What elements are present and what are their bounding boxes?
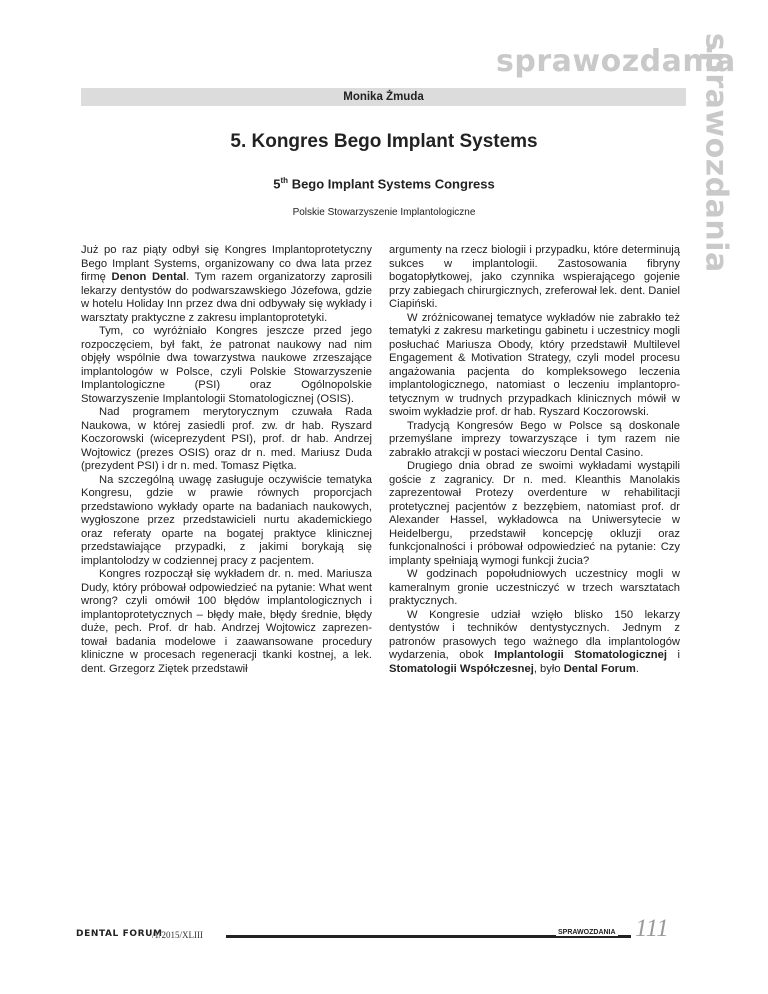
paragraph-text: , było xyxy=(533,662,564,675)
paragraph: Kongres rozpoczął się wykładem dr. n. med. Mariusza Dudy, który próbował odpowiedzieć na pytanie: What went wrong? czyli omówił 100 błędów implantologicznych i implantoprotetycznych – błędy małe, błędy średnie, błędy duże, pech. Prof. dr hab. Andrzej Wojtowicz zaprezentował badania modelowe i zaawansowane procedury kliniczne w procesach regeneracji tkanki kostnej, a lek. dent. Grzegorz Ziętek przedstawił xyxy=(81,568,372,675)
paragraph-text: . xyxy=(635,662,639,675)
company-name: Denon Dental xyxy=(111,271,187,283)
page-number: 111 xyxy=(635,915,669,942)
paragraph: Nad programem merytorycznym czuwała Rada Naukowa, w której zasiedli prof. zw. dr hab. Ryszard Koczorowski (wiceprezydent PSI), prof. dr hab. Andrzej Wojtowicz (prezes OSIS) oraz dr n. med. Mariusz Duda (prezydent PSI) i dr n. med. Tomasz Piętka. xyxy=(81,406,372,472)
section-side-label-box xyxy=(693,33,739,273)
paragraph: argumenty na rzecz biologii i przypadku, które determinują sukces w implantologii. Zastosowania fibryny bogatopłytkowej, jako czynnika wspierającego gojenie przy zabiegach chirurgicznych, zreferował lek. dent. Daniel Ciapiński. xyxy=(389,244,681,310)
author-name: Monika Żmuda xyxy=(81,88,686,106)
paragraph xyxy=(389,609,680,677)
journal-name: Dental Forum xyxy=(563,662,636,675)
journal-name: Stomatologii Współczesnej xyxy=(389,662,534,675)
paragraph: Tradycją Kongresów Bego w Polsce są doskonale przemyślane imprezy towarzyszące i tym razem nie zabrakło atrakcji w postaci wieczoru Dental Casino. xyxy=(389,419,680,459)
article-affiliation: Polskie Stowarzyszenie Implantologiczne xyxy=(292,207,476,218)
article-title: 5. Kongres Bego Implant Systems xyxy=(230,131,538,152)
left-text-column xyxy=(81,244,372,676)
footer-section-label: SPRAWOZDANIA xyxy=(558,929,616,936)
subtitle-text: Bego Implant Systems Congress xyxy=(288,176,495,192)
subtitle-ordinal: th xyxy=(280,176,289,185)
paragraph-text: Już po raz piąty odbył się Kongres Implantoprotetyczny Bego Implant Systems, organizowany co dwa lata przez firmę xyxy=(81,244,372,283)
subtitle-number: 5 xyxy=(273,176,281,192)
article-subtitle xyxy=(0,176,768,191)
paragraph: Drugiego dnia obrad ze swoimi wykładami wystąpili goście z zagranicy. Dr n. med. Kleanthis Manolakis zaprezentował Protezy overdenture w rehabilitacji protetycznej pacjentów z bezzębiem, natomiast prof. dr Alexander Hassel, wykładowca na Uniwersytecie w Heidelbergu, przedstawił koncepcję okluzji oraz funkcjonalności i próbował odpowiedzieć na pytanie: Czy implanty spełniają wymogi funkcji żucia? xyxy=(389,460,680,567)
paragraph: W godzinach popołudniowych uczestnicy mogli w kameralnym gronie uczestniczyć w trzech warsztatach praktycznych. xyxy=(389,568,680,607)
section-header-label: sprawozdania xyxy=(496,44,736,79)
footer-issue: /1/2015/XLIII xyxy=(152,930,203,940)
paragraph: Na szczególną uwagę zasługuje oczywiście tematyka Kongresu, gdzie w prawie równych proporcjach przedstawiono wykłady oparte na badaniach naukowych, wygłoszone przez przedstawicieli nurtu akademickiego oraz referaty oparte na bogatej praktyce klinicznej przedstawiające przypadki, z jakimi borykają się implantolodzy w codziennej pracy z pacjentem. xyxy=(81,473,372,567)
paragraph-text: i xyxy=(666,649,681,661)
section-side-label: sprawozdania xyxy=(698,33,734,273)
footer-brand-logo: DENTAL FORUM xyxy=(76,929,163,939)
paragraph: Tym, co wyróżniało Kongres jeszcze przed jego rozpoczęciem, był fakt, że patronat naukowy nad nim objęły wspólnie dwa towarzystwa naukowe zrzeszające implantologów w Polsce, czyli Polskie Stowarzyszenie Implantologiczne (PSI) oraz Ogólnopolskie Stowarzyszenie Implantologii Stomatologicznej (OSIS). xyxy=(81,325,372,405)
journal-name: Implantologii Stomatologicznej xyxy=(494,649,667,661)
paragraph-text: . Tym razem organizatorzy zaprosili lekarzy dentystów do podwarszawskiego Józefowa, gdzie w hotelu Holiday Inn przez dwa dni odbywały się wykłady i warsztaty praktyczne z zakresu implantoprotetyki. xyxy=(81,271,372,324)
paragraph: W zróżnicowanej tematyce wykładów nie zabrakło też tematyki z zakresu marketingu gabinetu i uczestnicy mogli posłuchać Mariusza Obody, który przedstawił Multilevel Engagement & Motivation Strategy, czyli model procesu angażowania pacjenta do kompleksowego leczenia implantologicznego, natomiast o leczeniu implantoprotetycznym w trudnych przypadkach klinicznych mówił w swoim wykładzie prof. dr hab. Ryszard Koczorowski. xyxy=(389,311,680,418)
paragraph xyxy=(81,244,372,325)
right-text-column xyxy=(389,244,680,676)
paragraph-text: W Kongresie udział wzięło blisko 150 lekarzy dentystów i techników dentystycznych. Jednym z patronów prasowych tego ważnego dla implantologów wydarzenia, obok xyxy=(389,608,680,661)
